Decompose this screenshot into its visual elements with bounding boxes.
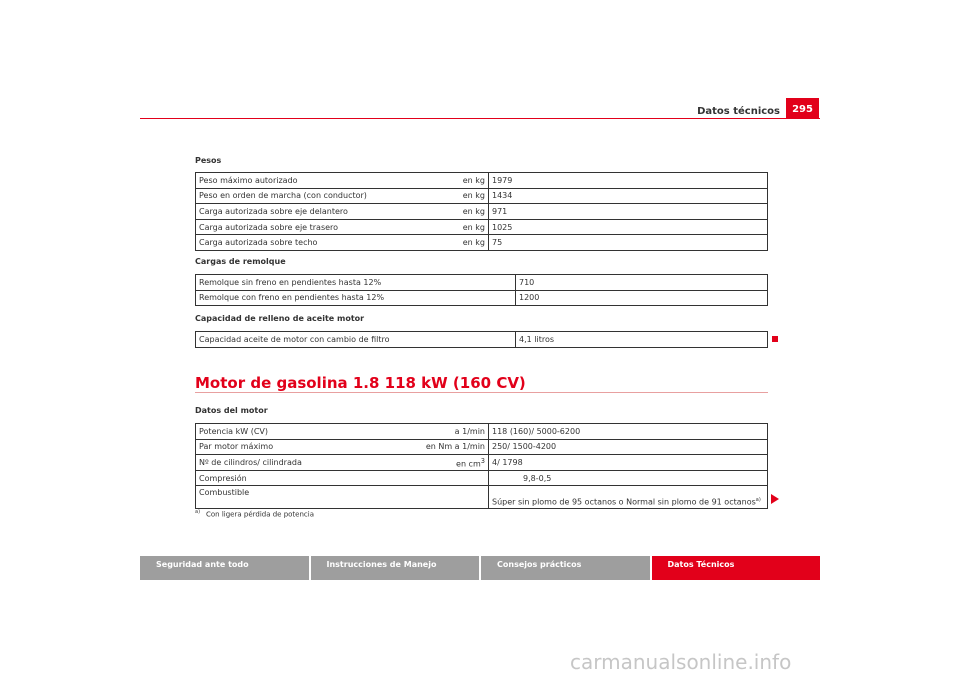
row-value: 4/ 1798 xyxy=(489,455,768,471)
row-label: Peso máximo autorizado xyxy=(196,173,403,189)
section-title-remolque: Cargas de remolque xyxy=(195,257,286,266)
row-label: Peso en orden de marcha (con conductor) xyxy=(196,188,403,204)
nav-tab-datos-tecnicos[interactable]: Datos Técnicos xyxy=(652,556,821,580)
section-title-pesos: Pesos xyxy=(195,156,222,165)
row-unit: a 1/min xyxy=(402,424,489,440)
row-label: Capacidad aceite de motor con cambio de filtro xyxy=(196,332,516,348)
row-value: 1200 xyxy=(519,293,540,303)
table-motor xyxy=(195,423,768,509)
engine-heading: Motor de gasolina 1.8 118 kW (160 CV) xyxy=(195,374,526,392)
table-pesos xyxy=(195,172,768,251)
table-row xyxy=(196,275,768,291)
row-unit: en kg xyxy=(402,204,489,220)
table-row xyxy=(196,486,768,509)
table-row xyxy=(196,173,768,189)
row-unit: en kg xyxy=(402,235,489,251)
row-value: 1025 xyxy=(489,219,768,235)
row-value: 1434 xyxy=(489,188,768,204)
table-row xyxy=(196,439,768,455)
row-value: Súper sin plomo de 95 octanos o Normal sin plomo de 91 octanos xyxy=(492,497,756,507)
table-row xyxy=(196,470,768,486)
page-number-badge: 295 xyxy=(786,98,819,119)
row-label: Combustible xyxy=(199,488,250,498)
table-row xyxy=(196,424,768,440)
row-value: 710 xyxy=(516,275,768,291)
row-value: 75 xyxy=(492,238,503,248)
table-row xyxy=(196,219,768,235)
table-remolque xyxy=(195,274,768,306)
row-value-cell xyxy=(489,486,768,509)
nav-tab-instrucciones[interactable]: Instrucciones de Manejo xyxy=(311,556,482,580)
row-value: 250/ 1500-4200 xyxy=(489,439,768,455)
row-label: Carga autorizada sobre eje trasero xyxy=(196,219,403,235)
continue-arrow-icon xyxy=(771,494,779,504)
table-row xyxy=(196,290,768,306)
nav-tab-seguridad[interactable]: Seguridad ante todo xyxy=(140,556,311,580)
header-rule xyxy=(140,118,820,119)
table-row xyxy=(196,455,768,471)
watermark: carmanualsonline.info xyxy=(570,650,792,674)
page-header-title: Datos técnicos xyxy=(697,106,780,117)
section-end-marker xyxy=(772,336,778,342)
row-label: Nº de cilindros/ cilindrada xyxy=(196,455,403,471)
table-row xyxy=(196,332,768,348)
section-title-motor: Datos del motor xyxy=(195,406,268,415)
row-label: Compresión xyxy=(196,470,403,486)
footnote-text: Con ligera pérdida de potencia xyxy=(206,510,315,519)
row-label: Potencia kW (CV) xyxy=(196,424,403,440)
row-unit xyxy=(402,486,489,509)
row-unit: en Nm a 1/min xyxy=(402,439,489,455)
row-unit-cell xyxy=(402,455,489,471)
row-label: Remolque con freno en pendientes hasta 12% xyxy=(196,290,516,306)
table-row xyxy=(196,204,768,220)
row-unit: en kg xyxy=(402,219,489,235)
row-unit: en kg xyxy=(402,173,489,189)
nav-tab-consejos[interactable]: Consejos prácticos xyxy=(481,556,652,580)
row-value: 4,1 litros xyxy=(519,334,555,344)
table-row xyxy=(196,188,768,204)
row-unit: en cm xyxy=(456,459,481,469)
row-label: Carga autorizada sobre eje delantero xyxy=(196,204,403,220)
footnote-marker: a) xyxy=(195,509,201,515)
row-value: 971 xyxy=(489,204,768,220)
section-title-aceite: Capacidad de relleno de aceite motor xyxy=(195,314,365,323)
row-label: Carga autorizada sobre techo xyxy=(199,238,318,248)
row-value: 118 (160)/ 5000-6200 xyxy=(489,424,768,440)
row-unit xyxy=(402,470,489,486)
heading-rule xyxy=(195,392,768,393)
footnote-ref: a) xyxy=(755,496,761,503)
row-unit: en kg xyxy=(402,188,489,204)
footnote xyxy=(195,509,314,518)
row-label: Par motor máximo xyxy=(196,439,403,455)
table-row xyxy=(196,235,768,251)
row-label: Remolque sin freno en pendientes hasta 12% xyxy=(196,275,516,291)
table-aceite xyxy=(195,331,768,348)
bottom-navigation xyxy=(140,556,820,580)
row-value: 9,8-0,5 xyxy=(489,470,768,486)
row-value: 1979 xyxy=(489,173,768,189)
unit-superscript: 3 xyxy=(480,456,485,465)
